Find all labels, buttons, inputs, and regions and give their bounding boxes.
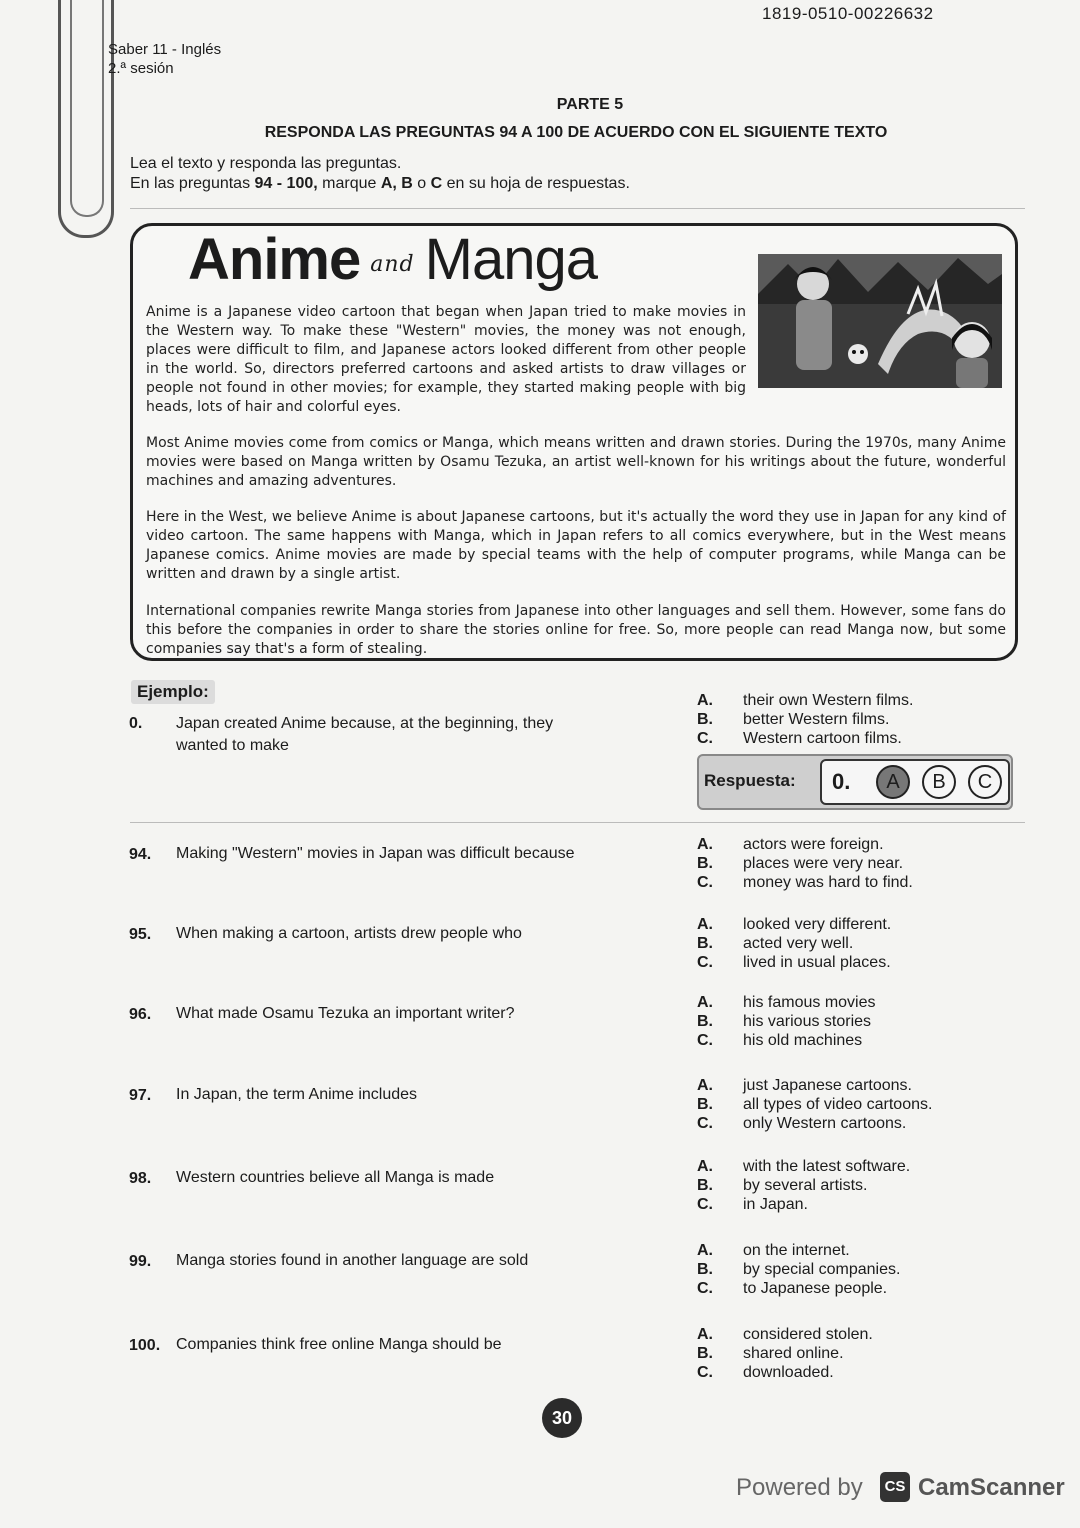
question-options [697, 835, 913, 892]
answer-label: Respuesta: [704, 771, 796, 790]
option-c [697, 1195, 910, 1214]
question-text: In Japan, the term Anime includes [176, 1086, 418, 1103]
option-c [697, 1363, 873, 1382]
paragraph-2: Most Anime movies come from comics or Manga, which means written and drawn stories. During the 1970s, many Anime movies were based on Manga written by Osamu Tezuka, an artist well-known for his writings about the future, wonderful machines and amazing adventures. [146, 435, 1006, 489]
option-text: acted very well. [743, 935, 854, 952]
answer-bubble-b: B [922, 765, 956, 799]
question-options [697, 915, 891, 972]
option-letter: C. [697, 1115, 713, 1132]
powered-by-text: Powered by [736, 1474, 863, 1501]
option-letter: B. [697, 1261, 713, 1278]
title-and: and [370, 252, 415, 277]
option-b [697, 1176, 910, 1195]
option-text: by several artists. [743, 1177, 868, 1194]
option-letter: C. [697, 1032, 713, 1049]
example-option-a [697, 691, 913, 710]
option-letter: C. [697, 1364, 713, 1381]
option-text: by special companies. [743, 1261, 901, 1278]
option-text: his old machines [743, 1032, 863, 1049]
question-text: Manga stories found in another language are sold [176, 1252, 529, 1269]
option-text: considered stolen. [743, 1326, 873, 1343]
option-b [697, 1012, 876, 1031]
question-text: Western countries believe all Manga is made [176, 1169, 495, 1186]
paragraph-3: Here in the West, we believe Anime is about Japanese cartoons, but it's actually the word they use in Japan for any kind of video cartoon. The same happens with Manga, which in Japan refers to all comics everywhere, but in the West means Japanese comics. Anime movies are made by special teams with the help of computer programs, while Manga can be written and drawn by a single artist. [146, 509, 1006, 582]
instruction-range: 94 - 100, [254, 175, 318, 192]
option-text: in Japan. [743, 1196, 808, 1213]
question-options [697, 1076, 932, 1133]
option-letter: A. [697, 692, 713, 709]
instruction-title: RESPONDA LAS PREGUNTAS 94 A 100 DE ACUERDO CON EL SIGUIENTE TEXTO [264, 124, 888, 141]
instructions [130, 154, 630, 194]
option-c [697, 1031, 876, 1050]
option-text: only Western cartoons. [743, 1115, 907, 1132]
camscanner-name: CamScanner [918, 1474, 1065, 1501]
option-text: shared online. [743, 1345, 844, 1362]
option-letter: C. [697, 1280, 713, 1297]
question-text: Companies think free online Manga should be [176, 1336, 502, 1353]
option-text: money was hard to find. [743, 874, 913, 891]
option-a [697, 915, 891, 934]
divider [130, 208, 1025, 209]
question-options [697, 993, 876, 1050]
option-text: his various stories [743, 1013, 872, 1030]
question-text: What made Osamu Tezuka an important writer? [176, 1005, 515, 1022]
document-code: 1819-0510-00226632 [762, 4, 934, 23]
option-text: to Japanese people. [743, 1280, 888, 1297]
example-options [697, 691, 913, 748]
instruction-letter-c: C [430, 175, 443, 192]
option-text: places were very near. [743, 855, 904, 872]
title-anime: Anime [188, 227, 361, 292]
option-letter: A. [697, 1158, 713, 1175]
answer-number: 0. [832, 769, 851, 794]
option-letter: C. [697, 954, 713, 971]
instruction-letter-a: A, [380, 175, 397, 192]
question-number: 99. [129, 1253, 152, 1270]
option-text: Western cartoon films. [743, 730, 902, 747]
option-letter: A. [697, 1326, 713, 1343]
instruction-line-2 [130, 174, 630, 194]
option-text: his famous movies [743, 994, 876, 1011]
instruction-line-1: Lea el texto y responda las preguntas. [130, 155, 402, 172]
anime-illustration-art [758, 254, 1002, 388]
option-letter: A. [697, 1242, 713, 1259]
question-options [697, 1241, 900, 1298]
option-a [697, 1157, 910, 1176]
option-text: actors were foreign. [743, 836, 884, 853]
option-text: downloaded. [743, 1364, 834, 1381]
option-text: with the latest software. [743, 1158, 911, 1175]
question-number: 100. [129, 1337, 161, 1354]
option-c [697, 1279, 900, 1298]
option-a [697, 1241, 900, 1260]
example-question: Japan created Anime because, at the beginning, they wanted to make [176, 715, 554, 754]
option-letter: A. [697, 1077, 713, 1094]
example-number: 0. [129, 715, 143, 732]
part-heading: PARTE 5 [556, 96, 624, 113]
option-letter: B. [697, 1177, 713, 1194]
session-line: 2.ª sesión [108, 60, 174, 77]
option-b [697, 934, 891, 953]
instruction-letter-b: B [401, 175, 413, 192]
question-number: 94. [129, 846, 152, 863]
question-text: When making a cartoon, artists drew people who [176, 925, 522, 942]
option-letter: C. [697, 1196, 713, 1213]
option-a [697, 835, 913, 854]
option-b [697, 1344, 873, 1363]
instruction-text: o [412, 175, 431, 192]
example-option-b [697, 710, 913, 729]
option-c [697, 873, 913, 892]
instruction-text: En las preguntas [130, 175, 255, 192]
question-text: Making "Western" movies in Japan was difficult because [176, 845, 575, 862]
paragraph-4: International companies rewrite Manga stories from Japanese into other languages and sell them. However, some fans do this before the companies in order to share the stories online for free. So, more people can read Manga now, but some companies say that's a form of stealing. [146, 603, 1006, 657]
option-b [697, 1095, 932, 1114]
option-letter: B. [697, 1096, 713, 1113]
camscanner-logo-icon: CS [880, 1472, 910, 1502]
option-text: all types of video cartoons. [743, 1096, 933, 1113]
page-number: 30 [542, 1398, 582, 1438]
option-letter: A. [697, 916, 713, 933]
option-letter: B. [697, 1345, 713, 1362]
answer-bubble-a: A [876, 765, 910, 799]
question-number: 97. [129, 1087, 152, 1104]
option-c [697, 953, 891, 972]
option-a [697, 993, 876, 1012]
option-letter: C. [697, 874, 713, 891]
option-text: better Western films. [743, 711, 890, 728]
option-text: looked very different. [743, 916, 892, 933]
option-text: on the internet. [743, 1242, 850, 1259]
instruction-text: en su hoja de respuestas. [442, 175, 630, 192]
option-letter: A. [697, 994, 713, 1011]
question-options [697, 1325, 873, 1382]
option-text: just Japanese cartoons. [743, 1077, 912, 1094]
option-letter: B. [697, 855, 713, 872]
divider [130, 822, 1025, 823]
option-c [697, 1114, 932, 1133]
anime-illustration [758, 254, 1002, 388]
question-options [697, 1157, 910, 1214]
option-letter: A. [697, 836, 713, 853]
answer-bubble-c: C [968, 765, 1002, 799]
instruction-text: marque [317, 175, 381, 192]
subject-info [108, 40, 221, 78]
option-text: lived in usual places. [743, 954, 891, 971]
title-manga: Manga [424, 227, 597, 292]
question-number: 98. [129, 1170, 152, 1187]
option-b [697, 854, 913, 873]
paragraph-1: Anime is a Japanese video cartoon that began when Japan tried to make movies in the Western way. To make these "Western" movies, the money was not enough, places were difficult to film, and Japanese actors looked different from other people in the world. So, directors preferred cartoons and asked artists to draw villages or people not found in other movies; for example, they started making people with big heads, lots of hair and colorful eyes. [146, 304, 746, 415]
example-label: Ejemplo: [131, 680, 215, 704]
option-letter: B. [697, 1013, 713, 1030]
option-letter: C. [697, 730, 713, 747]
option-letter: B. [697, 935, 713, 952]
question-number: 95. [129, 926, 152, 943]
option-b [697, 1260, 900, 1279]
subject-line: Saber 11 - Inglés [108, 41, 222, 58]
example-option-c [697, 729, 913, 748]
option-text: their own Western films. [743, 692, 914, 709]
option-a [697, 1325, 873, 1344]
question-number: 96. [129, 1006, 152, 1023]
option-a [697, 1076, 932, 1095]
option-letter: B. [697, 711, 713, 728]
reading-title [188, 226, 597, 293]
